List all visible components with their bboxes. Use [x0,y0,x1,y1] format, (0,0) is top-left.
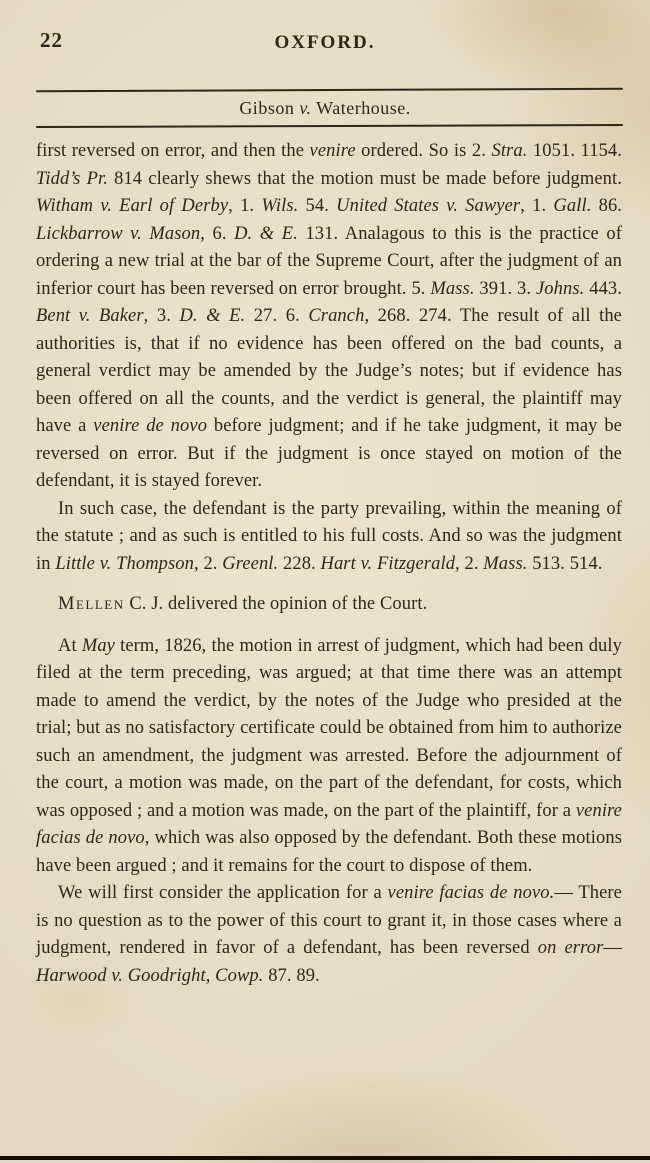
italic-run: venire facias de novo [36,800,622,848]
text-run: , which was also opposed by the defendant. Both these motions have been argued ; and it remains for the court to dispose of them. [36,828,622,876]
scan-edge-line [0,1156,650,1160]
text-run: term, 1826, the motion in arrest of judgment, which had been duly filed at the term preceding, was argued; at that time there was an attempt made to amend the verdict, by the notes of the Judge who presided at the trial; but as no satisfactory certificate could be obtained from him to authorize such an amendment, the judgment was arrested. Before the adjournment of the court, a motion was made, on the part of the defendant, for costs, which was opposed ; and a motion was made, on the part of the plaintiff, for a [36,635,622,821]
italic-run: D. & E. [234,223,298,244]
case-defendant: Waterhouse. [316,98,411,118]
text-run: , 2. [194,553,223,574]
text-run: — [603,938,622,958]
text-run: ordered. So is 2. [355,141,492,161]
italic-run: Hart v. Fitzgerald [320,553,456,574]
italic-run: D. & E. [179,306,246,326]
text-run: In such case, the defendant is the party prevailing, within the meaning of the statute ; and as such is entitled to his full costs. And so was the judgment in [36,498,622,574]
text-run: , 6. [200,223,235,244]
italic-run: Harwood v. Goodright [36,965,206,986]
text-run: 814 clearly shews that the motion must be made before judgment. [107,168,622,189]
text-run: , 2. [455,553,484,574]
text-run: C. J. delivered the opinion of the Court. [124,594,428,614]
text-run: 86. [591,196,623,216]
italic-run: Mass. [430,278,475,299]
page-number: 22 [40,28,63,52]
italic-run: May [81,635,115,656]
text-run: 391. 3. [474,278,536,299]
text-run: 27. 6. [245,306,309,326]
text-run: , 3. [143,306,180,326]
italic-run: Bent v. Baker [36,306,144,326]
italic-run: Little v. Thompson [55,553,194,574]
italic-run: venire de novo [93,416,208,436]
text-run: We will first consider the application for a [58,883,388,903]
paragraph [36,633,622,881]
text-run: , [205,965,216,986]
italic-run: on error [537,938,604,958]
case-versus: v. [299,98,312,118]
case-title [0,98,650,119]
italic-run: Lickbarrow v. Mason [36,223,201,244]
text-run: first reversed on error, and then the [36,141,310,161]
text-run: 228. [278,553,321,574]
italic-run: Johns. [535,278,585,299]
text-run: 54. [298,196,337,216]
paragraph [36,138,622,496]
italic-run: Cranch [308,306,365,326]
running-header-title: OXFORD. [274,32,376,53]
small-caps-run: Mellen [58,594,125,614]
text-run: — There is no question as to the power of this court to grant it, in those cases where a judgment, rendered in favor of a defendant, has been reversed [36,883,622,958]
italic-run: Stra. [491,141,528,161]
italic-run: Mass. [483,553,528,574]
header-rule-top [36,88,623,93]
body-text [36,138,622,990]
case-plaintiff: Gibson [239,98,295,118]
italic-run: Greenl. [222,553,279,574]
italic-run: venire [309,141,356,161]
text-run: 443. [584,278,623,299]
paragraph [36,591,622,619]
italic-run: Tidd’s Pr. [36,168,108,189]
italic-run: Gall. [553,196,592,216]
text-run: 131. Analagous to this is the practice of ordering a new trial at the bar of the Supreme Court, after the judgment of an inferior court has been reversed on error brought. 5. [36,223,622,299]
italic-run: Witham v. Earl of Derby [36,196,229,216]
text-run: , 268. 274. The result of all the authorities is, that if no evidence has been offered on the bad counts, a general verdict may be amended by the Judge’s notes; but if evidence has been offered on all the counts, and the verdict is general, the plaintiff may have a [36,306,622,436]
italic-run: Cowp. [215,965,264,986]
header-rule-bottom [36,124,623,128]
paragraph [36,880,622,990]
text-run: 513. 514. [527,553,603,574]
text-run: At [58,635,82,656]
text-run: before judgment; and if he take judgment, it may be reversed on error. But if the judgment is once stayed on motion of the defendant, it is stayed forever. [36,416,622,491]
text-run: , 1. [228,196,262,216]
italic-run: venire facias de novo. [387,883,555,903]
italic-run: United States v. Sawyer [336,196,521,216]
text-run: 1051. 1154. [527,141,622,161]
paragraph [36,496,622,579]
italic-run: Wils. [261,196,299,216]
text-run: 87. 89. [263,965,320,986]
text-run: , 1. [520,196,554,216]
